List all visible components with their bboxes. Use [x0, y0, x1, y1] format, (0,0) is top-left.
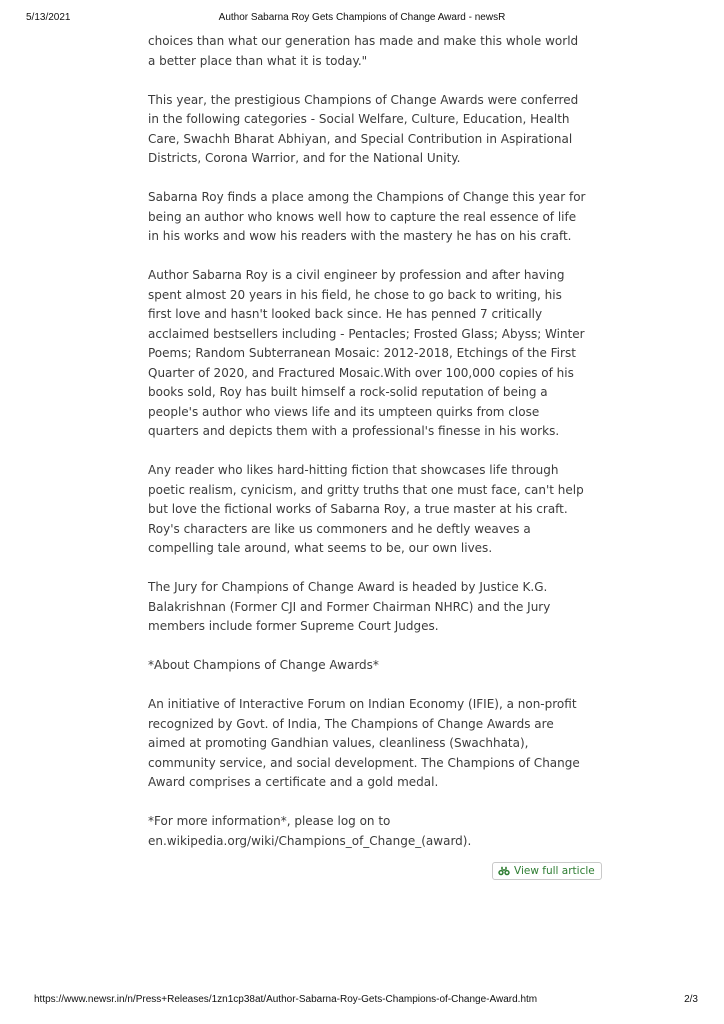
print-page-title: Author Sabarna Roy Gets Champions of Change Award - newsR: [218, 12, 506, 23]
print-date: 5/13/2021: [26, 12, 71, 23]
binoculars-icon: [498, 866, 510, 876]
article-paragraph: choices than what our generation has made and make this whole world a better place than what it is today.": [148, 34, 579, 68]
more-info-paragraph: *For more information*, please log on to en.wikipedia.org/wiki/Champions_of_Change_(award).: [148, 814, 472, 848]
print-footer: [34, 994, 698, 1008]
article-paragraph: Sabarna Roy finds a place among the Champions of Change this year for being an author who knows well how to capture the real essence of life in his works and wow his readers with the mastery he has on his craft.: [148, 190, 586, 243]
article-paragraph: An initiative of Interactive Forum on Indian Economy (IFIE), a non-profit recognized by Govt. of India, The Champions of Change Awards are aimed at promoting Gandhian values, cleanliness (Swachhata), community service, and social development. The Champions of Change Award comprises a certificate and a gold medal.: [148, 697, 580, 789]
page-number: 2/3: [684, 994, 698, 1005]
article-paragraph: Any reader who likes hard-hitting fiction that showcases life through poetic realism, cynicism, and gritty truths that one must face, can't help but love the fictional works of Sabarna Roy, a true master at his craft. Roy's characters are like us commoners and he deftly weaves a compelling tale around, what seems to be, our own lives.: [148, 463, 584, 555]
view-full-article-label: View full article: [514, 865, 595, 877]
article-paragraph: This year, the prestigious Champions of Change Awards were conferred in the following categories - Social Welfare, Culture, Education, Health Care, Swachh Bharat Abhiyan, and Special Contribution in Aspirational Districts, Corona Warrior, and for the National Unity.: [148, 92, 579, 165]
section-heading: *About Champions of Change Awards*: [148, 658, 379, 672]
article-paragraph: The Jury for Champions of Change Award is headed by Justice K.G. Balakrishnan (Former CJI and Former Chairman NHRC) and the Jury members include former Supreme Court Judges.: [148, 580, 551, 633]
print-url: https://www.newsr.in/n/Press+Releases/1zn1cp38at/Author-Sabarna-Roy-Gets-Champions-of-Change-Award.htm: [34, 994, 538, 1005]
print-header: [26, 12, 698, 26]
article-paragraph: Author Sabarna Roy is a civil engineer by profession and after having spent almost 20 years in his field, he chose to go back to writing, his first love and hasn't looked back since. He has penned 7 critically acclaimed bestsellers including - Pentacles; Frosted Glass; Abyss; Winter Poems; Random Subterranean Mosaic: 2012-2018, Etchings of the First Quarter of 2020, and Fractured Mosaic.With over 100,000 copies of his books sold, Roy has built himself a rock-solid reputation of being a people's author who views life and its umpteen quirks from close quarters and depicts them with a professional's finesse in his works.: [148, 268, 585, 438]
view-full-article-button[interactable]: [492, 862, 602, 880]
article-body: [148, 32, 588, 857]
